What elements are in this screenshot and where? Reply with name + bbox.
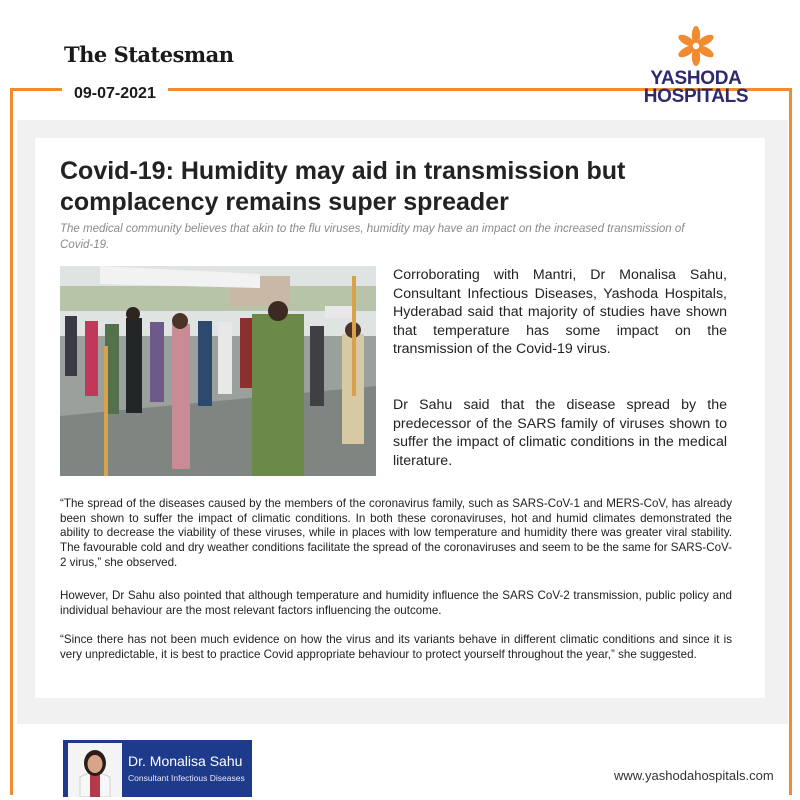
article-subhead: The medical community believes that akin to the flu viruses, humidity may have an impact on the increased transmission of Covid-19. [60,223,685,251]
article-paragraph-1: Corroborating with Mantri, Dr Monalisa Sahu, Consultant Infectious Diseases, Yashoda Hospitals, Hyderabad said that majority of studies have shown that temperature has some impact on the transmission of the Covid-19 virus. [393,267,727,358]
website-url[interactable]: www.yashodahospitals.com [614,768,774,783]
article-headline: Covid-19: Humidity may aid in transmission but complacency remains super spreader [60,157,626,216]
logo-line-2: HOSPITALS [643,86,749,107]
doctor-title: Consultant Infectious Diseases [128,773,245,783]
article-photo [60,266,376,476]
doctor-card [63,740,252,797]
publication-date: 09-07-2021 [62,84,168,104]
flower-logo-icon [674,26,718,66]
article-paragraph-4: However, Dr Sahu also pointed that although temperature and humidity influence the SARS CoV-2 transmission, public policy and individual behaviour are the most relevant factors influencing the outcome. [60,589,732,617]
logo-wordmark [640,70,752,106]
article-paragraph-2: Dr Sahu said that the disease spread by the predecessor of the SARS family of viruses shown to suffer the impact of climatic conditions in the medical literature. [393,397,727,469]
doctor-avatar [68,743,122,797]
publication-masthead: The Statesman [64,42,234,67]
logo-line-1: YASHODA [650,68,742,89]
doctor-name: Dr. Monalisa Sahu [128,753,243,769]
yashoda-logo [640,26,752,106]
article-paragraph-5: “Since there has not been much evidence on how the virus and its variants behave in different climatic conditions and since it is very unpredictable, it is best to practice Covid appropriate behaviour to protect yourself throughout the year,” she suggested. [60,633,732,661]
article-paragraph-3: “The spread of the diseases caused by the members of the coronavirus family, such as SARS-CoV-1 and MERS-CoV, has already been shown to suffer the impact of climatic conditions. In both these coronaviruses, hot and humid climates demonstrated the ability to decrease the viability of these viruses, while in places with low temperature and humidity there was greater viral stability. The favourable cold and dry weather conditions facilitate the spread of the coronaviruses and seem to be the same for SARS-CoV-2 virus,” she observed. [60,497,732,569]
